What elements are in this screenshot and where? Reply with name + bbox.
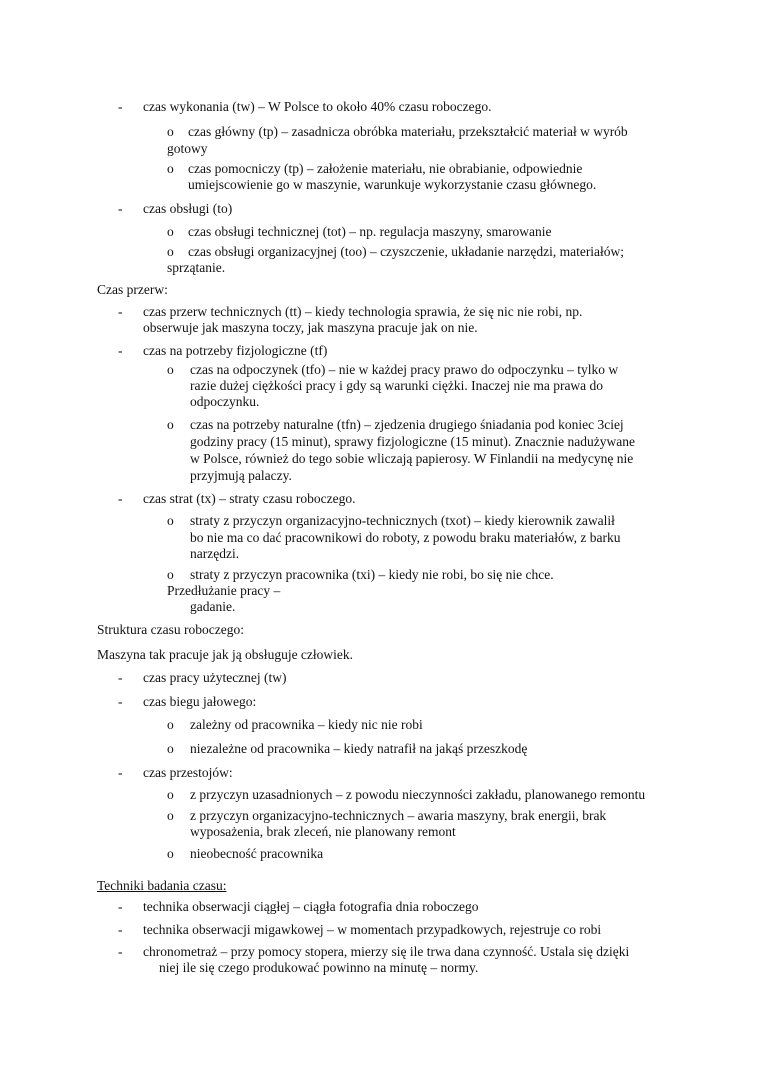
circle-bullet: o	[167, 717, 174, 732]
circle-bullet: o	[167, 124, 174, 139]
text-line: czas pracy użytecznej (tw)	[143, 670, 287, 685]
text-line: razie dużej ciężkości pracy i gdy są warunki ciężki. Inaczej nie ma prawa do	[190, 378, 604, 393]
dash-bullet: -	[118, 694, 123, 709]
text-line: czas przerw technicznych (tt) – kiedy technologia sprawia, że się nic nie robi, np.	[143, 304, 583, 319]
text-line: czas obsługi (to)	[143, 201, 233, 216]
text-line: czas na potrzeby naturalne (tfn) – zjedzenia drugiego śniadania pod koniec 3ciej	[190, 417, 624, 432]
text-line: czas wykonania (tw) – W Polsce to około 40% czasu roboczego.	[143, 99, 492, 114]
text-line: czas na odpoczynek (tfo) – nie w każdej pracy prawo do odpoczynku – tylko w	[190, 362, 619, 377]
text-line: odpoczynku.	[190, 394, 260, 409]
text-line: godziny pracy (15 minut), sprawy fizjologiczne (15 minut). Znacznie nadużywane	[190, 434, 635, 449]
dash-bullet: -	[118, 670, 123, 685]
text-line: z przyczyn organizacyjno-technicznych – awaria maszyny, brak energii, brak	[190, 808, 607, 823]
text-line: zależny od pracownika – kiedy nic nie robi	[190, 717, 423, 732]
text-line: czas pomocniczy (tp) – założenie materiału, nie obrabianie, odpowiednie	[188, 161, 583, 176]
dash-bullet: -	[118, 899, 123, 914]
circle-bullet: o	[167, 513, 174, 528]
text-line: sprzątanie.	[167, 260, 226, 275]
text-line: technika obserwacji ciągłej – ciągła fotografia dnia roboczego	[143, 899, 479, 914]
text-line: czas obsługi organizacyjnej (too) – czyszczenie, układanie narzędzi, materiałów;	[188, 244, 625, 259]
text-line: czas główny (tp) – zasadnicza obróbka materiału, przekształcić materiał w wyrób	[188, 124, 628, 139]
text-line: bo nie ma co dać pracownikowi do roboty, z powodu braku materiałów, z barku	[190, 530, 621, 545]
text-line: narzędzi.	[190, 546, 240, 561]
text-line: czas obsługi technicznej (tot) – np. regulacja maszyny, smarowanie	[188, 224, 552, 239]
circle-bullet: o	[167, 362, 174, 377]
circle-bullet: o	[167, 741, 174, 756]
text-line: chronometraż – przy pomocy stopera, mierzy się ile trwa dana czynność. Ustala się dzięki	[143, 944, 630, 959]
text-line: Przedłużanie pracy –	[167, 583, 281, 598]
dash-bullet: -	[118, 99, 123, 114]
circle-bullet: o	[167, 161, 174, 176]
text-line: w Polsce, również do tego sobie wliczają papierosy. W Finlandii na medycynę nie	[190, 451, 634, 466]
text-line: wyposażenia, brak zleceń, nie planowany remont	[190, 824, 456, 839]
dash-bullet: -	[118, 944, 123, 959]
text-line: z przyczyn uzasadnionych – z powodu nieczynności zakładu, planowanego remontu	[190, 787, 646, 802]
dash-bullet: -	[118, 201, 123, 216]
text-line: straty z przyczyn organizacyjno-technicznych (txot) – kiedy kierownik zawalił	[190, 513, 615, 528]
circle-bullet: o	[167, 787, 174, 802]
dash-bullet: -	[118, 922, 123, 937]
text-line: czas strat (tx) – straty czasu roboczego.	[143, 491, 356, 506]
text-line: niezależne od pracownika – kiedy natrafił na jakąś przeszkodę	[190, 741, 528, 756]
text-line: czas na potrzeby fizjologiczne (tf)	[143, 343, 328, 358]
text-line: gotowy	[167, 141, 208, 156]
text-line: straty z przyczyn pracownika (txi) – kiedy nie robi, bo się nie chce.	[190, 567, 554, 582]
circle-bullet: o	[167, 567, 174, 582]
text-line: gadanie.	[190, 599, 236, 614]
dash-bullet: -	[118, 491, 123, 506]
circle-bullet: o	[167, 417, 174, 432]
section-heading: Czas przerw:	[97, 282, 168, 297]
circle-bullet: o	[167, 224, 174, 239]
dash-bullet: -	[118, 765, 123, 780]
text-line: Maszyna tak pracuje jak ją obsługuje człowiek.	[97, 647, 354, 662]
circle-bullet: o	[167, 846, 174, 861]
dash-bullet: -	[118, 304, 123, 319]
text-line: przyjmują palaczy.	[190, 468, 292, 483]
text-line: nieobecność pracownika	[190, 846, 324, 861]
dash-bullet: -	[118, 343, 123, 358]
text-line: obserwuje jak maszyna toczy, jak maszyna pracuje jak on nie.	[143, 320, 478, 335]
text-line: umiejscowienie go w maszynie, warunkuje wykorzystanie czasu głównego.	[188, 177, 597, 192]
section-heading-underlined: Techniki badania czasu:	[97, 878, 227, 893]
section-heading: Struktura czasu roboczego:	[97, 622, 244, 637]
circle-bullet: o	[167, 808, 174, 823]
circle-bullet: o	[167, 244, 174, 259]
text-line: czas przestojów:	[143, 765, 233, 780]
text-line: czas biegu jałowego:	[143, 694, 257, 709]
text-line: technika obserwacji migawkowej – w momentach przypadkowych, rejestruje co robi	[143, 922, 602, 937]
text-line: niej ile się czego produkować powinno na minutę – normy.	[159, 960, 479, 975]
